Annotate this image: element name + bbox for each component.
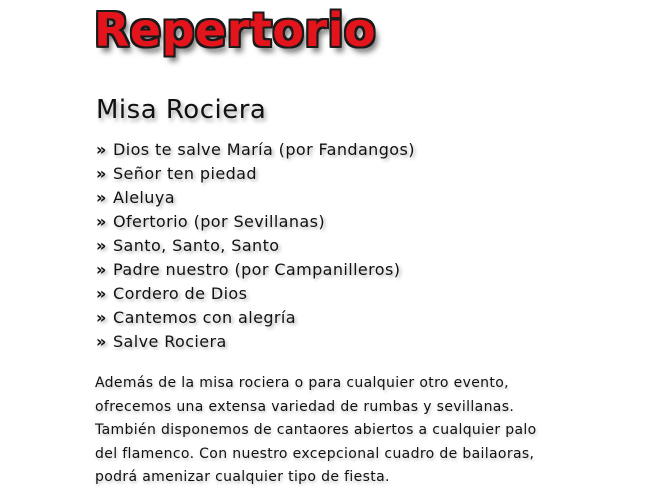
- song-title: Señor ten piedad: [113, 164, 257, 183]
- song-item: [96, 282, 415, 306]
- description-line: ofrecemos una extensa variedad de rumbas y sevillanas.: [95, 398, 515, 415]
- page-title: Repertorio: [94, 3, 377, 57]
- song-title: Ofertorio (por Sevillanas): [113, 212, 325, 231]
- bullet-icon: »: [96, 308, 107, 327]
- song-title: Santo, Santo, Santo: [113, 236, 280, 255]
- bullet-icon: »: [96, 332, 107, 351]
- song-title: Padre nuestro (por Campanilleros): [113, 260, 401, 279]
- song-item: [96, 162, 415, 186]
- description-line: Además de la misa rociera o para cualquier otro evento,: [95, 375, 509, 391]
- song-list: [96, 138, 415, 354]
- description-line: También disponemos de cantaores abiertos a cualquier palo: [95, 422, 537, 438]
- description-paragraph: [95, 372, 565, 490]
- bullet-icon: »: [96, 164, 107, 183]
- bullet-icon: »: [96, 140, 107, 159]
- song-title: Cordero de Dios: [113, 284, 248, 303]
- description-line: podrá amenizar cualquier tipo de fiesta.: [95, 469, 390, 485]
- bullet-icon: »: [96, 188, 107, 207]
- song-title: Cantemos con alegría: [113, 308, 296, 327]
- song-title: Dios te salve María (por Fandangos): [113, 140, 415, 159]
- song-item: [96, 210, 415, 234]
- song-title: Aleluya: [113, 188, 175, 207]
- song-item: [96, 234, 415, 258]
- bullet-icon: »: [96, 212, 107, 231]
- song-item: [96, 186, 415, 210]
- bullet-icon: »: [96, 236, 107, 255]
- song-item: [96, 138, 415, 162]
- bullet-icon: »: [96, 260, 107, 279]
- song-item: [96, 258, 415, 282]
- bullet-icon: »: [96, 284, 107, 303]
- song-item: [96, 306, 415, 330]
- section-title: Misa Rociera: [96, 95, 267, 125]
- song-title: Salve Rociera: [113, 332, 227, 351]
- song-item: [96, 330, 415, 354]
- description-line: del flamenco. Con nuestro excepcional cuadro de bailaoras,: [95, 445, 535, 462]
